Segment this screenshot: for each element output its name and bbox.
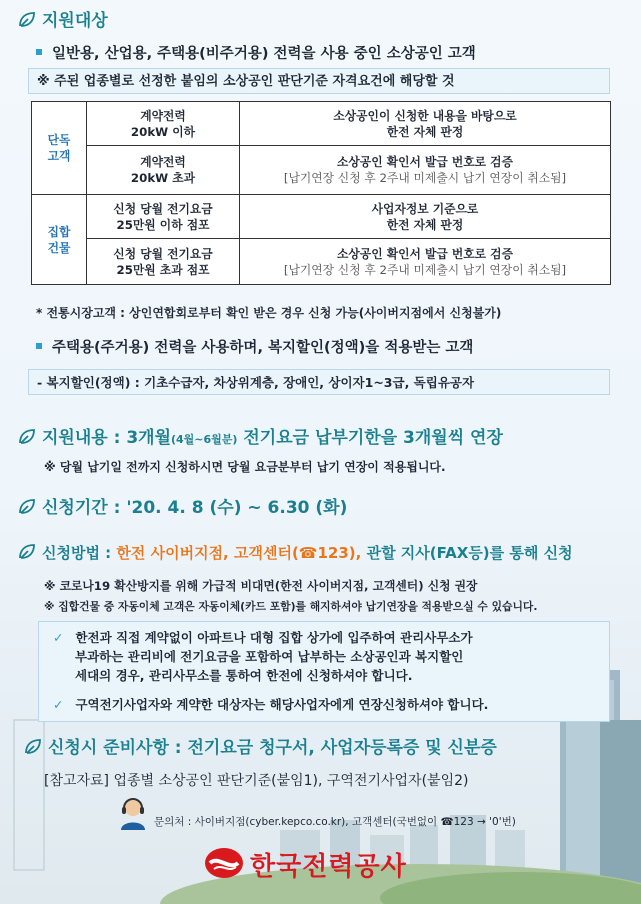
- kepco-logo-text: 한국전력공사: [250, 852, 407, 882]
- contact-info: 문의처 : 사이버지점(cyber.kepco.co.kr), 고객센터(국번없이 ☎123 → '0'번): [154, 816, 516, 828]
- leaf-icon: [18, 428, 36, 446]
- section-title-method: 신청방법 : 한전 사이버지점, 고객센터(☎123), 관할 지사(FAX등)를 통해 신청: [18, 542, 573, 563]
- operator-headset-icon: [118, 796, 148, 830]
- check-icon: ✓: [53, 697, 64, 712]
- kepco-logo-icon: [204, 846, 244, 880]
- leaf-icon: [18, 543, 36, 561]
- check-icon: ✓: [53, 630, 64, 645]
- method-check-box: [38, 621, 610, 722]
- group-collective-building: 집합 건물: [32, 195, 87, 285]
- table-cell-condition: 계약전력 20kW 이하: [87, 102, 240, 146]
- table-cell-judgement: 소상공인이 신청한 내용을 바탕으로 한전 자체 판정: [240, 102, 611, 146]
- section-title-preparation: 신청시 준비사항 : 전기요금 청구서, 사업자등록증 및 신분증: [24, 733, 497, 758]
- reference-note: [참고자료] 업종별 소상공인 판단기준(붙임1), 구역전기사업자(붙임2): [44, 773, 469, 789]
- bullet-square-icon: [36, 49, 42, 55]
- eligibility-bullet-residential: 주택용(주거용) 전력을 사용하며, 복지할인(정액)을 적용받는 고객: [36, 336, 473, 357]
- table-cell-condition: 신청 당월 전기요금 25만원 이하 점포: [87, 195, 240, 239]
- check-item-district-supplier: ✓ 구역전기사업자와 계약한 대상자는 해당사업자에게 연장신청하셔야 합니다.: [53, 697, 489, 712]
- eligibility-bullet-general: 일반용, 산업용, 주택용(비주거용) 전력을 사용 중인 소상공인 고객: [36, 42, 476, 63]
- leaf-icon: [18, 498, 36, 516]
- method-note-autopay: ※ 집합건물 중 자동이체 고객은 자동이체(카드 포함)를 해지하셔야 납기연장을 적용받으실 수 있습니다.: [44, 600, 538, 613]
- welfare-note: - 복지할인(정액) : 기초수급자, 차상위계층, 장애인, 상이자1~3급, 독립유공자: [28, 369, 610, 395]
- table-row: [32, 195, 611, 239]
- check-item-apartment-cont: 부과하는 관리비에 전기요금을 포함하여 납부하는 소상공인과 복지할인: [75, 649, 464, 664]
- check-item-apartment: ✓ 한전과 직접 계약없이 아파트나 대형 집합 상가에 입주하여 관리사무소가: [53, 630, 473, 645]
- table-row: [32, 146, 611, 195]
- method-note-contactless: ※ 코로나19 확산방지를 위해 가급적 비대면(한전 사이버지점, 고객센터) 신청 권장: [44, 579, 478, 593]
- table-cell-judgement: 사업자정보 기준으로 한전 자체 판정: [240, 195, 611, 239]
- criteria-table: [31, 101, 611, 285]
- criteria-note: ※ 주된 업종별로 선정한 붙임의 소상공인 판단기준 자격요건에 해당할 것: [28, 68, 610, 94]
- table-row: [32, 239, 611, 285]
- leaf-icon: [18, 11, 36, 29]
- table-row: [32, 102, 611, 146]
- table-cell-judgement: 소상공인 확인서 발급 번호로 검증 [납기연장 신청 후 2주내 미제출시 납기 연장이 취소됨]: [240, 146, 611, 195]
- check-item-apartment-cont: 세대의 경우, 관리사무소를 통하여 한전에 신청하셔야 합니다.: [75, 668, 413, 683]
- section-title-period: 신청기간 : '20. 4. 8 (수) ~ 6.30 (화): [18, 493, 347, 518]
- table-cell-condition: 신청 당월 전기요금 25만원 초과 점포: [87, 239, 240, 285]
- leaf-icon: [24, 738, 42, 756]
- group-single-customer: 단독 고객: [32, 102, 87, 195]
- section-title-eligibility: 지원대상: [18, 6, 108, 31]
- section-title-support: 지원내용 : 3개월(4월~6월분) 전기요금 납부기한을 3개월씩 연장: [18, 423, 503, 448]
- bullet-square-icon: [36, 343, 42, 349]
- table-cell-judgement: 소상공인 확인서 발급 번호로 검증 [납기연장 신청 후 2주내 미제출시 납기 연장이 취소됨]: [240, 239, 611, 285]
- support-note: ※ 당월 납기일 전까지 신청하시면 당월 요금분부터 납기 연장이 적용됩니다.: [44, 460, 446, 474]
- table-cell-condition: 계약전력 20kW 초과: [87, 146, 240, 195]
- traditional-market-note: * 전통시장고객 : 상인연합회로부터 확인 받은 경우 신청 가능(사이버지점에서 신청불가): [36, 306, 502, 320]
